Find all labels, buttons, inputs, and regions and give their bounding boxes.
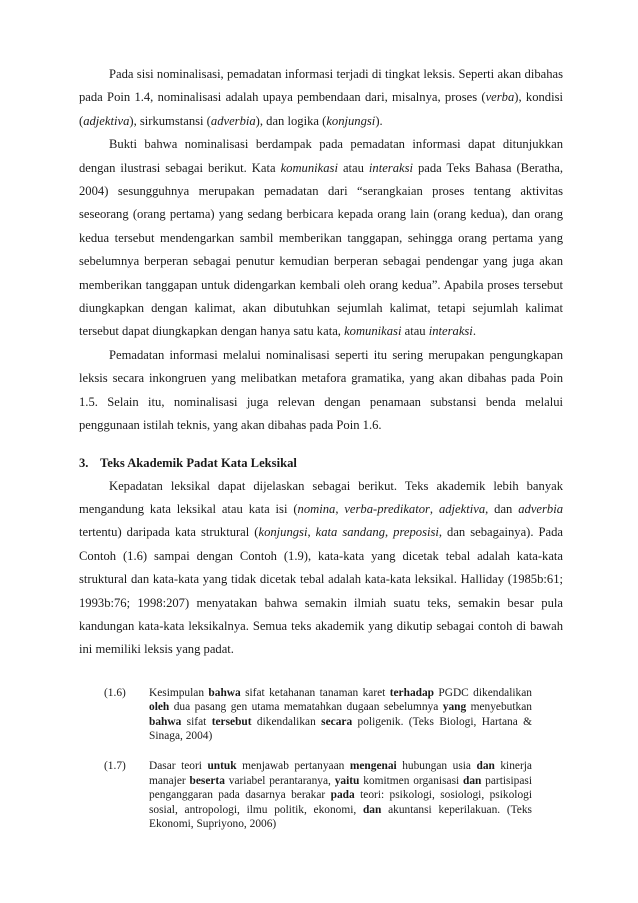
- paragraph-bukti: Bukti bahwa nominalisasi berdampak pada pemadatan informasi dapat ditunjukkan dengan ilustrasi sebagai berikut. Kata komunikasi atau interaksi pada Teks Bahasa (Beratha, 2004) sesungguhnya merupakan pemadatan dari “serangkaian proses tentang aktivitas seseorang (orang pertama) yang sedang berbicara kepada orang lain (orang kedua), dan orang kedua tersebut mendengarkan sambil memberikan tanggapan, sehingga orang pertama yang sebelumnya berperan sebagai penutur kemudian berperan sebagai pendengar yang juga akan memberikan tanggapan untuk didengarkan kembali oleh orang kedua”. Apabila proses tersebut diungkapkan dengan kalimat, akan dibutuhkan sejumlah kalimat, tetapi sejumlah kalimat tersebut dapat diungkapkan dengan hanya satu kata, komunikasi atau interaksi.: [79, 137, 563, 339]
- example-label: (1.7): [104, 760, 126, 773]
- example-text: Kesimpulan bahwa sifat ketahanan tanaman karet terhadap PGDC dikendalikan oleh dua pasang gen utama mematahkan dugaan sebelumnya yang menyebutkan bahwa sifat tersebut dikendalikan secara poligenik. (Teks Biologi, Hartana & Sinaga, 2004): [149, 686, 533, 742]
- paragraph-pemadatan: Pemadatan informasi melalui nominalisasi seperti itu sering merupakan pengungkapan leksis secara inkongruen yang melibatkan metafora gramatika, yang akan dibahas pada Poin 1.5. Selain itu, nominalisasi juga relevan dengan penamaan substansi benda melalui penggunaan istilah teknis, yang akan dibahas pada Poin 1.6.: [79, 347, 563, 433]
- section-number: 3.: [79, 455, 89, 470]
- section-heading: [79, 452, 563, 475]
- document-page: [79, 63, 563, 847]
- example-text: Dasar teori untuk menjawab pertanyaan mengenai hubungan usia dan kinerja manajer beserta variabel perantaranya, yaitu komitmen organisasi dan partisipasi penganggaran pada dasarnya berakar pada teori: psikologi, sosiologi, psikologi sosial, antropologi, ilmu politik, ekonomi, dan akuntansi keperilakuan. (Teks Ekonomi, Supriyono, 2006): [149, 760, 533, 830]
- section-title: Teks Akademik Padat Kata Leksikal: [100, 455, 297, 470]
- example-1-6: [104, 686, 532, 744]
- paragraph-nominalisasi: Pada sisi nominalisasi, pemadatan informasi terjadi di tingkat leksis. Seperti akan dibahas pada Poin 1.4, nominalisasi adalah upaya pembendaan dari, misalnya, proses (verba), kondisi (adjektiva), sirkumstansi (adverbia), dan logika (konjungsi).: [79, 67, 563, 128]
- example-1-7: [104, 759, 532, 831]
- examples-list: [104, 686, 532, 832]
- paragraph-kepadatan: Kepadatan leksikal dapat dijelaskan sebagai berikut. Teks akademik lebih banyak mengandung kata leksikal atau kata isi (nomina, verba-predikator, adjektiva, dan adverbia tertentu) daripada kata struktural (konjungsi, kata sandang, preposisi, dan sebagainya). Pada Contoh (1.6) sampai dengan Contoh (1.9), kata-kata yang dicetak tebal adalah kata-kata struktural dan kata-kata yang tidak dicetak tebal adalah kata-kata leksikal. Halliday (1985b:61; 1993b:76; 1998:207) menyatakan bahwa semakin ilmiah suatu teks, semakin besar pula kandungan kata-kata leksikalnya. Semua teks akademik yang dikutip sebagai contoh di bawah ini memiliki leksis yang padat.: [79, 478, 563, 657]
- example-label: (1.6): [104, 686, 126, 699]
